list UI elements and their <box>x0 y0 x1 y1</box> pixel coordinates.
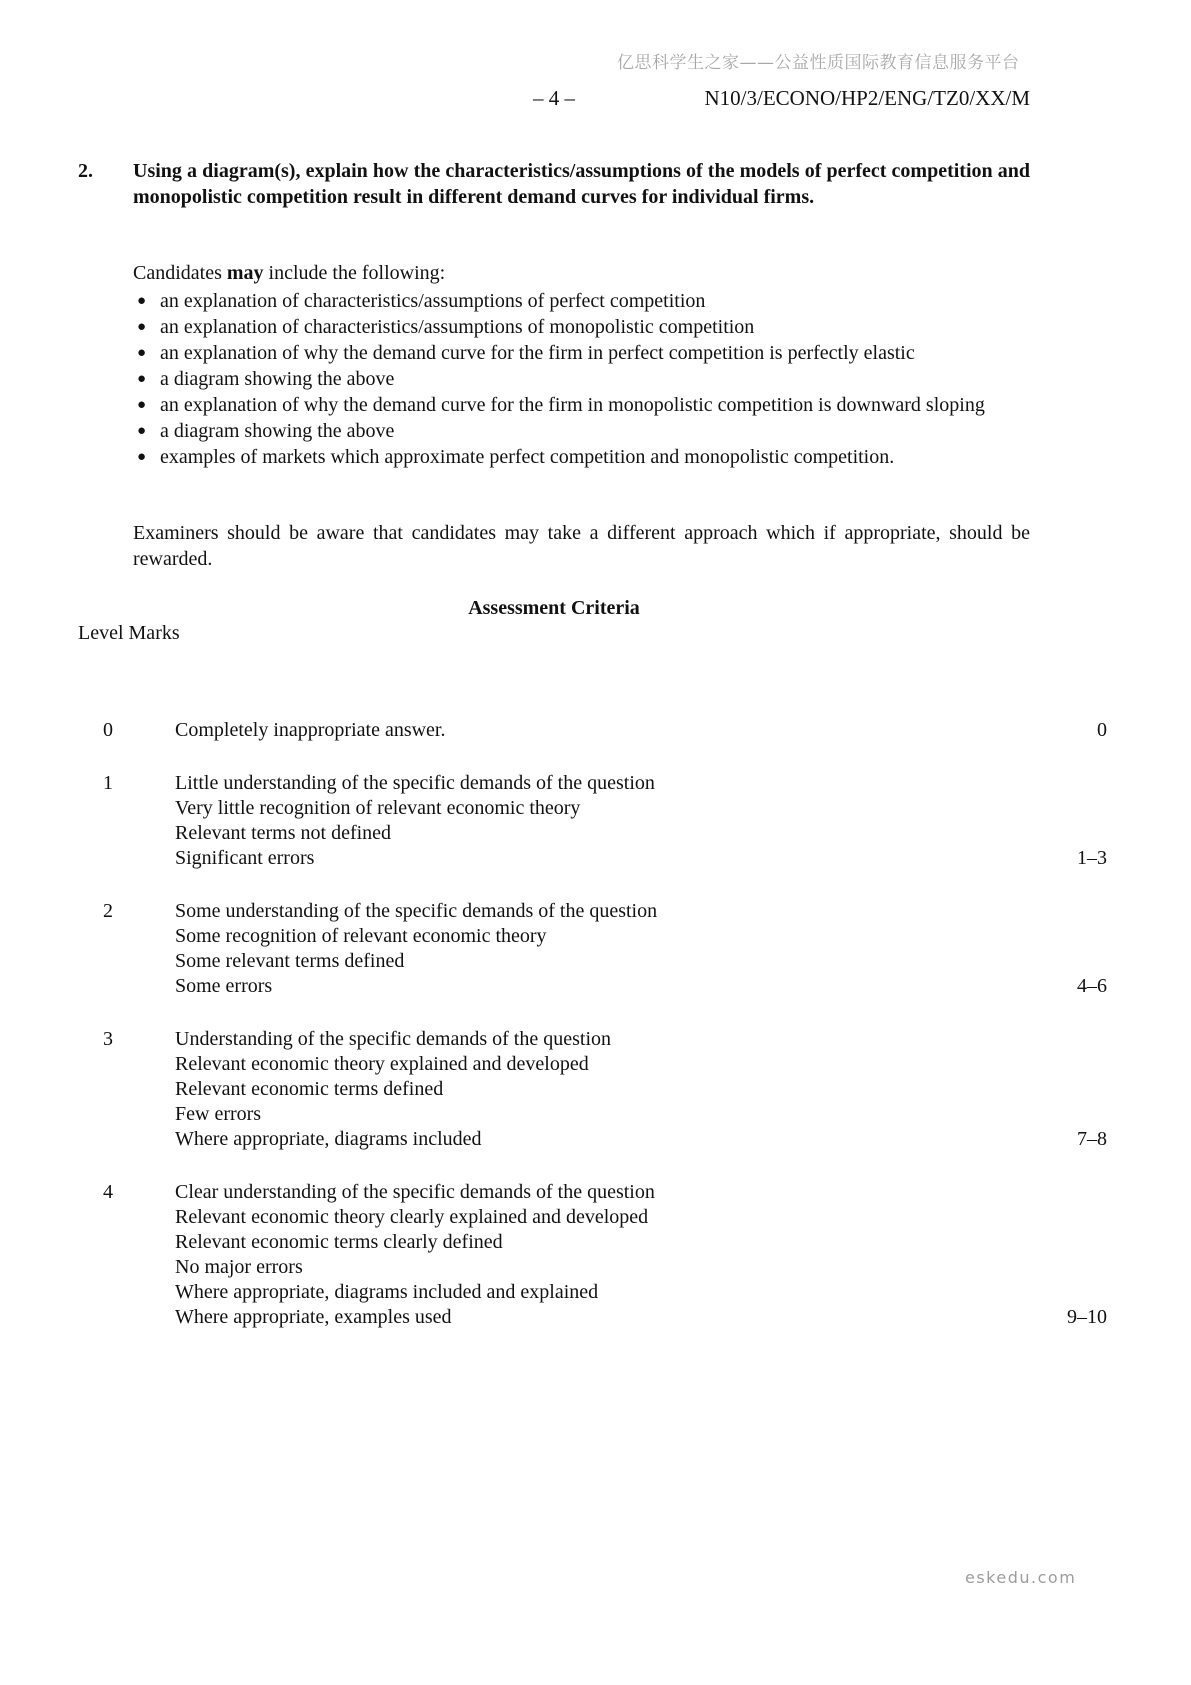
marks-cell: 4–6 <box>1077 975 1107 997</box>
list-item <box>133 392 1030 418</box>
table-row <box>78 718 1107 743</box>
criteria-line: Some errors <box>175 975 273 997</box>
list-item <box>133 444 1030 470</box>
marks-cell: 9–10 <box>1067 1306 1107 1328</box>
bullet-icon: ● <box>137 293 147 309</box>
candidates-intro-bold: may <box>226 262 264 284</box>
list-item <box>133 288 1030 314</box>
marks-cell: 1–3 <box>1077 847 1107 869</box>
description-cell <box>175 1027 611 1152</box>
description-cell <box>175 1180 655 1330</box>
bullet-text: examples of markets which approximate perfect competition and monopolistic competition. <box>160 446 895 468</box>
table-row <box>78 771 1107 871</box>
candidates-intro-prefix: Candidates <box>133 262 227 284</box>
list-item <box>133 314 1030 340</box>
bullet-text: an explanation of why the demand curve for the firm in perfect competition is perfectly elastic <box>160 342 915 364</box>
description-cell <box>175 771 655 871</box>
examiners-note: Examiners should be aware that candidates may take a different approach which if appropriate, should be rewarded. <box>133 522 1030 570</box>
criteria-line: Very little recognition of relevant economic theory <box>175 797 581 819</box>
criteria-line: Understanding of the specific demands of the question <box>175 1028 611 1050</box>
table-row <box>78 1180 1107 1330</box>
criteria-line: Relevant economic terms clearly defined <box>175 1231 503 1253</box>
criteria-line: Some relevant terms defined <box>175 950 405 972</box>
page-header <box>78 86 1030 114</box>
footer-watermark: eskedu.com <box>965 1568 1077 1587</box>
bullet-text: an explanation of characteristics/assumptions of perfect competition <box>160 290 706 312</box>
criteria-line: Relevant economic terms defined <box>175 1078 444 1100</box>
bullet-icon: ● <box>137 371 147 387</box>
bullet-icon: ● <box>137 397 147 413</box>
question-number: 2. <box>78 160 93 182</box>
criteria-line: Where appropriate, diagrams included and explained <box>175 1281 599 1303</box>
bullet-icon: ● <box>137 449 147 465</box>
bullet-text: a diagram showing the above <box>160 420 395 442</box>
criteria-line: Some recognition of relevant economic theory <box>175 925 547 947</box>
list-item <box>133 366 1030 392</box>
list-item <box>133 340 1030 366</box>
criteria-line: Some understanding of the specific demands of the question <box>175 900 658 922</box>
criteria-line: Relevant economic theory clearly explained and developed <box>175 1206 649 1228</box>
bullet-text: an explanation of why the demand curve for the firm in monopolistic competition is downward sloping <box>160 394 985 416</box>
description-cell <box>175 718 445 743</box>
table-row <box>78 1027 1107 1152</box>
criteria-line: No major errors <box>175 1256 303 1278</box>
criteria-line: Significant errors <box>175 847 315 869</box>
criteria-line: Little understanding of the specific demands of the question <box>175 772 655 794</box>
paper-code: N10/3/ECONO/HP2/ENG/TZ0/XX/M <box>704 86 1030 110</box>
level-cell: 0 <box>103 719 113 741</box>
bullet-text: a diagram showing the above <box>160 368 395 390</box>
bullet-icon: ● <box>137 345 147 361</box>
marks-cell: 7–8 <box>1077 1128 1107 1150</box>
candidates-intro <box>133 260 1030 286</box>
level-marks-label: Level Marks <box>78 622 180 644</box>
marks-cell: 0 <box>1097 719 1107 741</box>
candidates-intro-suffix: include the following: <box>263 262 446 284</box>
assessment-criteria-title: Assessment Criteria <box>468 597 640 619</box>
page-number: – 4 – <box>533 86 575 110</box>
bullet-list <box>133 288 1030 470</box>
question-block <box>78 158 1030 210</box>
level-cell: 3 <box>103 1028 113 1050</box>
criteria-line: Where appropriate, examples used <box>175 1306 452 1328</box>
watermark-text: 亿思科学生之家——公益性质国际教育信息服务平台 <box>617 53 1020 73</box>
question-text: Using a diagram(s), explain how the characteristics/assumptions of the models of perfect competition and monopolistic competition result in different demand curves for individual firms. <box>133 160 1030 208</box>
criteria-line: Where appropriate, diagrams included <box>175 1128 482 1150</box>
list-item <box>133 418 1030 444</box>
bullet-icon: ● <box>137 423 147 439</box>
criteria-table <box>78 718 1107 1358</box>
level-cell: 4 <box>103 1181 113 1203</box>
criteria-line: Clear understanding of the specific demands of the question <box>175 1181 655 1203</box>
criteria-line: Few errors <box>175 1103 262 1125</box>
level-cell: 1 <box>103 772 113 794</box>
criteria-line: Relevant terms not defined <box>175 822 392 844</box>
description-cell <box>175 899 657 999</box>
criteria-line: Completely inappropriate answer. <box>175 719 446 741</box>
bullet-text: an explanation of characteristics/assumptions of monopolistic competition <box>160 316 755 338</box>
bullet-icon: ● <box>137 319 147 335</box>
level-cell: 2 <box>103 900 113 922</box>
table-row <box>78 899 1107 999</box>
criteria-line: Relevant economic theory explained and developed <box>175 1053 589 1075</box>
